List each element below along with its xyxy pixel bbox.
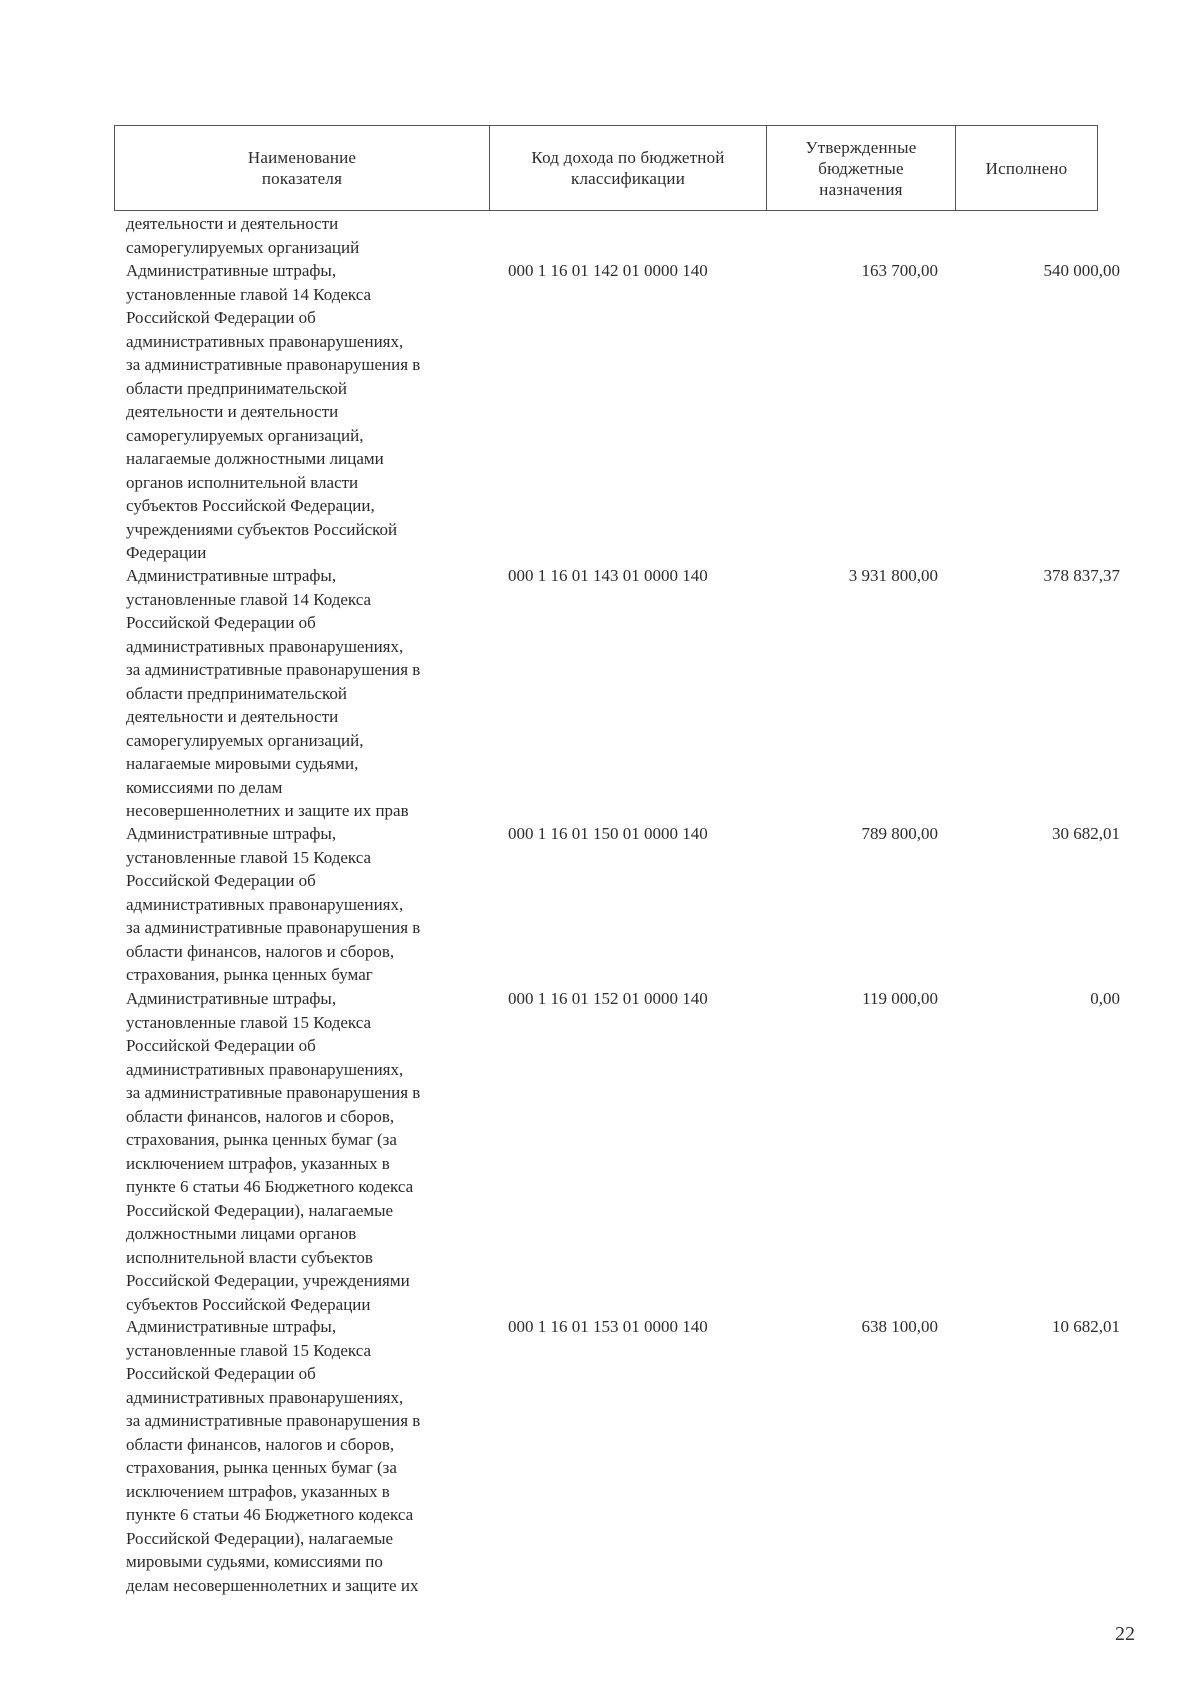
income-code: 000 1 16 01 143 01 0000 140: [508, 566, 708, 585]
header-income-code: Код дохода по бюджетной классификации: [490, 126, 767, 210]
indicator-name: Административные штрафы, установленные главой 15 Кодекса Российской Федерации об административных правонарушениях, за административные правонарушения в области финансов, налогов и сборов, страхования, рынка ценных бумаг: [126, 824, 421, 984]
executed-amount: 540 000,00: [1043, 261, 1120, 280]
income-code: 000 1 16 01 150 01 0000 140: [508, 824, 708, 843]
approved-amount: 638 100,00: [861, 1317, 938, 1336]
indicator-name: Административные штрафы, установленные главой 14 Кодекса Российской Федерации об административных правонарушениях, за административные правонарушения в области предпринимательской деятельности и деятельности саморегулируемых организаций, налагаемые должностными лицами органов исполнительной власти субъектов Российской Федерации, учреждениями субъектов Российской Федерации: [126, 261, 421, 562]
indicator-name: деятельности и деятельности саморегулируемых организаций: [126, 214, 360, 257]
approved-amount: 119 000,00: [862, 989, 938, 1008]
executed-amount: 30 682,01: [1052, 824, 1120, 843]
table-header: [114, 125, 1098, 211]
executed-amount: 10 682,01: [1052, 1317, 1120, 1336]
approved-amount: 163 700,00: [861, 261, 938, 280]
header-executed: Исполнено: [985, 158, 1068, 178]
income-code: 000 1 16 01 153 01 0000 140: [508, 1317, 708, 1336]
page-number: 22: [1115, 1623, 1135, 1645]
indicator-name: Административные штрафы, установленные главой 14 Кодекса Российской Федерации об административных правонарушениях, за административные правонарушения в области предпринимательской деятельности и деятельности саморегулируемых организаций, налагаемые мировыми судьями, комиссиями по делам несовершеннолетних и защите их прав: [126, 566, 421, 820]
income-code: 000 1 16 01 142 01 0000 140: [508, 261, 708, 280]
income-code: 000 1 16 01 152 01 0000 140: [508, 989, 708, 1008]
approved-amount: 3 931 800,00: [848, 566, 938, 585]
executed-amount: 378 837,37: [1043, 566, 1120, 585]
header-indicator-name: Наименование показателя: [115, 126, 490, 210]
executed-amount: 0,00: [1090, 989, 1120, 1008]
indicator-name: Административные штрафы, установленные главой 15 Кодекса Российской Федерации об административных правонарушениях, за административные правонарушения в области финансов, налогов и сборов, страхования, рынка ценных бумаг (за исключением штрафов, указанных в пункте 6 статьи 46 Бюджетного кодекса Российской Федерации), налагаемые должностными лицами органов исполнительной власти субъектов Российской Федерации, учреждениями субъектов Российской Федерации: [126, 989, 421, 1314]
indicator-name: Административные штрафы, установленные главой 15 Кодекса Российской Федерации об административных правонарушениях, за административные правонарушения в области финансов, налогов и сборов, страхования, рынка ценных бумаг (за исключением штрафов, указанных в пункте 6 статьи 46 Бюджетного кодекса Российской Федерации), налагаемые мировыми судьями, комиссиями по делам несовершеннолетних и защите их: [126, 1317, 421, 1595]
header-approved-budget: Утвержденные бюджетные назначения: [767, 126, 956, 210]
approved-amount: 789 800,00: [861, 824, 938, 843]
